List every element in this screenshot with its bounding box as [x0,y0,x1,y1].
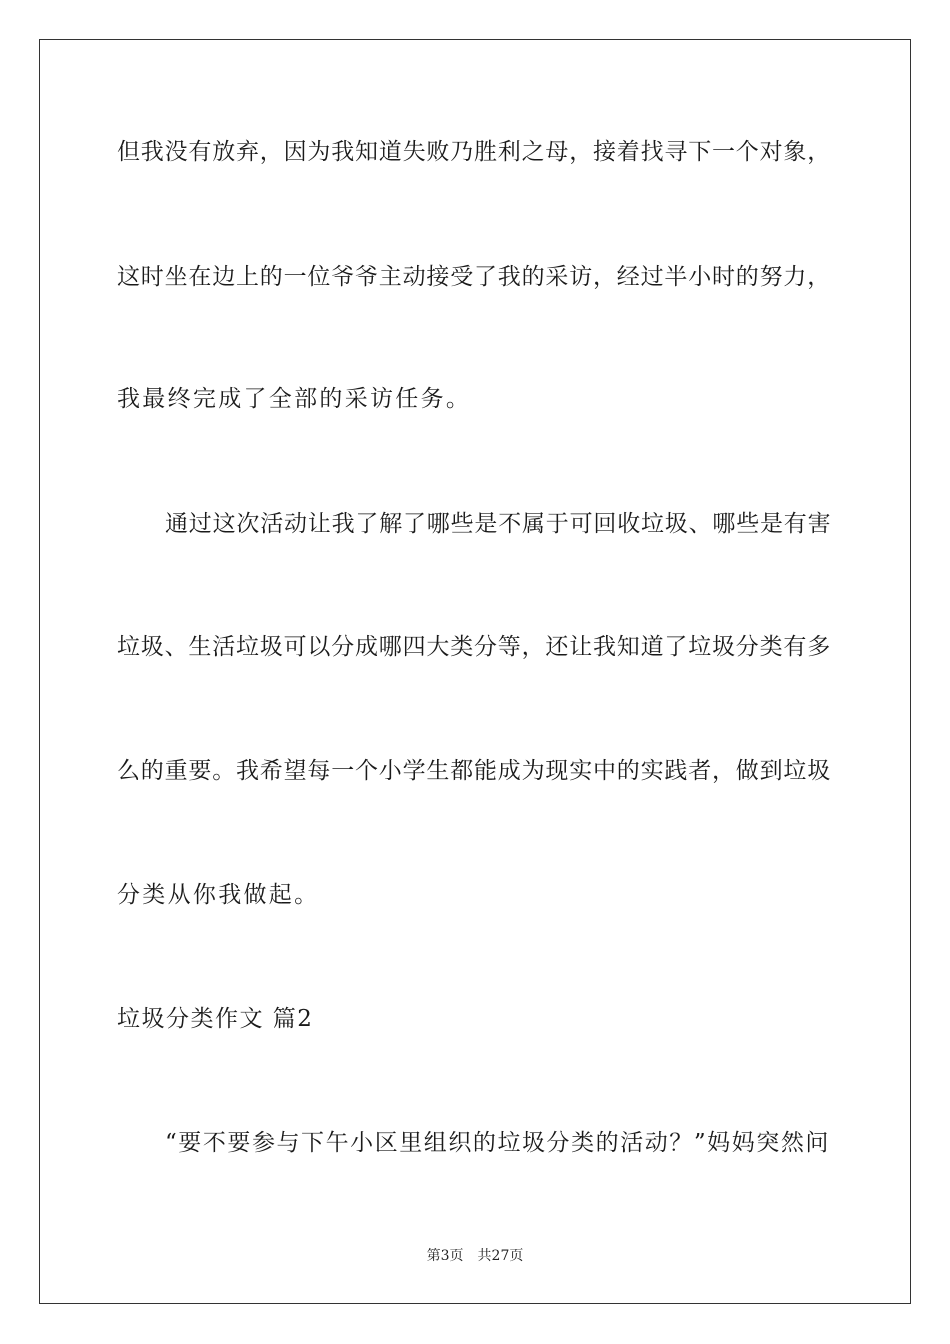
page-footer [0,1247,950,1265]
section-heading: 垃圾分类作文 篇2 [117,1006,314,1032]
body-text-line: 我最终完成了全部的采访任务。 [117,386,472,412]
page-number: 第3页 [426,1248,464,1264]
page-border [39,39,911,1304]
body-text-line: “要不要参与下午小区里组织的垃圾分类的活动？”妈妈突然问 [165,1130,830,1156]
body-text-line: 分类从你我做起。 [117,882,320,908]
body-text-line: 但我没有放弃，因为我知道失败乃胜利之母，接着找寻下一个对象， [117,139,831,165]
body-text-line: 垃圾、生活垃圾可以分成哪四大类分等，还让我知道了垃圾分类有多 [117,634,831,660]
body-text-line: 么的重要。我希望每一个小学生都能成为现实中的实践者，做到垃圾 [117,758,831,784]
page-total: 共27页 [477,1248,524,1264]
body-text-line: 这时坐在边上的一位爷爷主动接受了我的采访，经过半小时的努力， [117,264,831,290]
body-text-line: 通过这次活动让我了解了哪些是不属于可回收垃圾、哪些是有害 [165,511,832,537]
